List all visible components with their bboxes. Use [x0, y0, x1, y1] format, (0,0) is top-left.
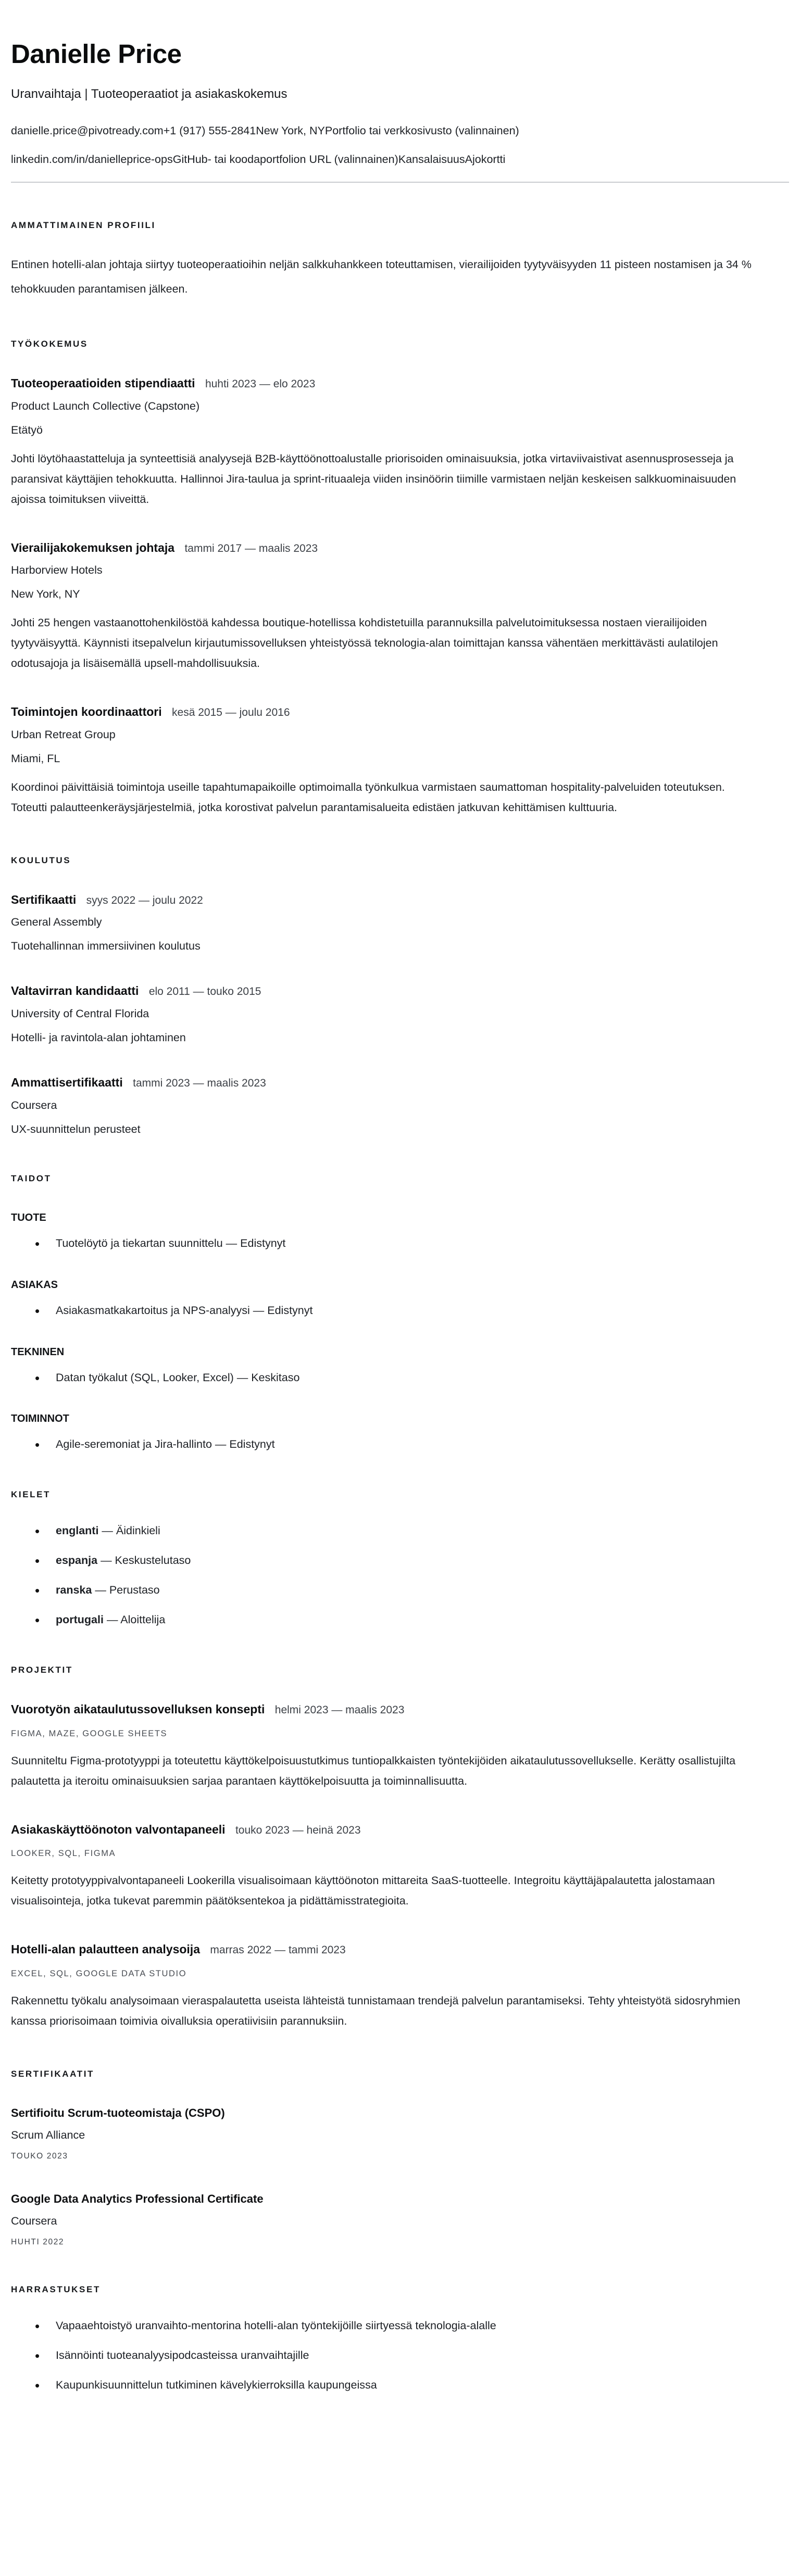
contact-line-1: danielle.price@pivotready.com+1 (917) 555-2841New York, NYPortfolio tai verkkosivusto (valinnainen) — [11, 124, 519, 137]
language-name: englanti — [56, 1524, 99, 1537]
section-profile — [11, 220, 789, 301]
field-of-study: Tuotehallinnan immersiivinen koulutus — [11, 940, 201, 953]
section-heading-skills: TAIDOT — [11, 1173, 52, 1183]
school-name: General Assembly — [11, 916, 102, 929]
contact-line-2: linkedin.com/in/danielleprice-opsGitHub- tai koodaportfolion URL (valinnainen)KansalaisuusAjokortti — [11, 153, 506, 166]
certification-entry — [11, 2106, 789, 2161]
skill-list — [11, 1437, 789, 1452]
degree-title: Sertifikaatti — [11, 892, 77, 906]
job-dates: huhti 2023 — elo 2023 — [205, 378, 316, 390]
skill-list — [11, 1371, 789, 1385]
section-heading-projects: PROJEKTIT — [11, 1665, 73, 1675]
section-heading-experience: TYÖKOKEMUS — [11, 339, 88, 349]
section-heading-interests: HARRASTUKSET — [11, 2284, 101, 2294]
education-header — [11, 984, 789, 999]
language-level: Keskustelutaso — [115, 1554, 191, 1567]
field-of-study: Hotelli- ja ravintola-alan johtaminen — [11, 1031, 186, 1044]
certification-issuer: Scrum Alliance — [11, 2128, 85, 2141]
tagline: Uranvaihtaja | Tuoteoperaatiot ja asiakaskokemus — [11, 87, 288, 102]
education-dates: tammi 2023 — maalis 2023 — [133, 1077, 266, 1090]
section-interests — [11, 2284, 789, 2393]
dash-separator: — — [106, 1613, 118, 1626]
page-title: Danielle Price — [11, 39, 182, 69]
job-dates: tammi 2017 — maalis 2023 — [184, 542, 318, 554]
job-header — [11, 376, 789, 391]
language-item — [11, 1554, 789, 1568]
education-entry — [11, 893, 789, 953]
interest-item: • Isännöinti tuoteanalyysipodcasteissa uranvaihtajille — [11, 2348, 789, 2363]
section-heading-profile: AMMATTIMAINEN PROFIILI — [11, 220, 156, 231]
section-languages — [11, 1489, 789, 1627]
dash-separator: — — [101, 1554, 112, 1567]
skill-list — [11, 1304, 789, 1318]
language-item — [11, 1583, 789, 1598]
degree-title: Valtavirran kandidaatti — [11, 984, 139, 998]
job-description: Johti löytöhaastatteluja ja synteettisiä analyysejä B2B-käyttöönottoalustalle priorisoiden ominaisuuksia, jotka virtaviivaistivat asennusprosesseja ja paransivat käyttäjien tehokkuutta. Hallinnoi Jira-taulua ja sprint-rituaaleja viiden insinöörin tiimille varmistaen neljän keskeisen salkkuominaisuuden ajoissa toimituksen viiveittä. — [11, 452, 736, 506]
section-heading-certifications: SERTIFIKAATIT — [11, 2068, 95, 2079]
project-description: Rakennettu työkalu analysoimaan vieraspalautetta useista lähteistä tunnistamaan trendejä palvelun parantamiseksi. Tehty yhteistyötä sidosryhmien kanssa priorisoimaan toimivia oivalluksia operatiivisiin parannuksiin. — [11, 1994, 741, 2027]
project-header — [11, 1942, 789, 1957]
job-title: Toimintojen koordinaattori — [11, 705, 162, 719]
job-dates: kesä 2015 — joulu 2016 — [172, 706, 290, 719]
certification-entry — [11, 2192, 789, 2247]
skill-category-title: ASIAKAS — [11, 1279, 58, 1291]
job-title: Vierailijakokemuksen johtaja — [11, 540, 175, 554]
project-tools: LOOKER, SQL, FIGMA — [11, 1849, 116, 1859]
project-dates: helmi 2023 — maalis 2023 — [274, 1704, 405, 1716]
job-company: Urban Retreat Group — [11, 728, 116, 741]
project-entry — [11, 1702, 789, 1791]
project-title: Hotelli-alan palautteen analysoija — [11, 1942, 200, 1956]
skill-category-title: TUOTE — [11, 1211, 46, 1223]
project-description: Keitetty prototyyppivalvontapaneeli Lookerilla visualisoimaan käyttöönoton mittareita SaaS-tuotteelle. Integroitu käyttäjäpalautetta jalostamaan visualisointeja, jotka tukevat paremmin päätöksentekoa ja pidättämisstrategioita. — [11, 1874, 715, 1908]
job-description: Johti 25 hengen vastaanottohenkilöstöä kahdessa boutique-hotellissa kohdistetuilla parannuksilla palvelutoimituksessa nostaen vierailijoiden tyytyväisyyttä. Käynnisti itsepalvelun kirjautumissovelluksen yhteistyössä teknologia-alan toimittajan kanssa vähentäen merkittävästi aulatilojen odotusajoja ja lisäisemällä upsell-mahdollisuuksia. — [11, 616, 718, 670]
certification-date: HUHTI 2022 — [11, 2237, 65, 2246]
education-entry — [11, 984, 789, 1044]
dash-separator: — — [102, 1524, 113, 1537]
language-item — [11, 1524, 789, 1538]
project-title: Vuorotyön aikataulutussovelluksen konsepti — [11, 1702, 265, 1716]
project-description: Suunniteltu Figma-prototyyppi ja toteutettu käyttökelpoisuustutkimus tuntiopalkkaisten työntekijöiden aikataulutussovellukselle. Kerätty osallistujilta palautetta ja iteroitu ominaisuuksien sarjaa parantaen käyttökelpoisuutta ja toiminnallisuutta. — [11, 1754, 736, 1787]
job-company: Product Launch Collective (Capstone) — [11, 399, 200, 412]
education-header — [11, 1076, 789, 1090]
job-location: Etätyö — [11, 423, 43, 436]
section-skills — [11, 1173, 789, 1453]
job-description: Koordinoi päivittäisiä toimintoja useille tapahtumapaikoille optimoimalla työnkulkua varmistaen saumattoman hospitality-palveluiden toteutuksen. Toteutti palautteenkeräysjärjestelmiä, jotka korostivat palvelun parantamisalueita edistäen jatkuvan kehittämisen kulttuuria. — [11, 780, 725, 814]
language-level: Perustaso — [109, 1584, 160, 1597]
section-education — [11, 855, 789, 1136]
project-entry — [11, 1823, 789, 1912]
job-title: Tuoteoperaatioiden stipendiaatti — [11, 376, 195, 390]
language-list — [11, 1524, 789, 1627]
job-entry — [11, 541, 789, 674]
certification-title: Sertifioitu Scrum-tuoteomistaja (CSPO) — [11, 2106, 225, 2119]
job-header — [11, 705, 789, 719]
project-header — [11, 1823, 789, 1837]
project-entry — [11, 1942, 789, 2031]
job-location: New York, NY — [11, 588, 80, 601]
section-heading-languages: KIELET — [11, 1489, 51, 1500]
resume-header — [11, 40, 789, 183]
language-level: Äidinkieli — [116, 1524, 160, 1537]
job-company: Harborview Hotels — [11, 564, 103, 577]
skill-item: • Agile-seremoniat ja Jira-hallinto — Edistynyt — [11, 1437, 789, 1452]
project-header — [11, 1702, 789, 1717]
section-experience — [11, 339, 789, 818]
header-divider — [11, 182, 789, 183]
project-tools: EXCEL, SQL, GOOGLE DATA STUDIO — [11, 1968, 187, 1978]
language-name: ranska — [56, 1584, 92, 1597]
section-certifications — [11, 2069, 789, 2247]
skill-item: • Asiakasmatkakartoitus ja NPS-analyysi — Edistynyt — [11, 1304, 789, 1318]
skill-item: • Datan työkalut (SQL, Looker, Excel) — Keskitaso — [11, 1371, 789, 1385]
education-entry — [11, 1076, 789, 1136]
section-heading-education: KOULUTUS — [11, 855, 71, 865]
certification-title: Google Data Analytics Professional Certificate — [11, 2192, 264, 2205]
language-level: Aloittelija — [120, 1613, 166, 1626]
certification-issuer: Coursera — [11, 2214, 57, 2227]
skill-category-title: TEKNINEN — [11, 1346, 65, 1358]
education-dates: elo 2011 — touko 2015 — [148, 986, 261, 998]
profile-summary: Entinen hotelli-alan johtaja siirtyy tuoteoperaatioihin neljän salkkuhankkeen toteuttamisen, vierailijoiden tyytyväisyyden 11 pisteen nostamisen ja 34 % tehokkuuden parantamisen jälkeen. — [11, 258, 752, 296]
education-dates: syys 2022 — joulu 2022 — [86, 894, 203, 906]
school-name: Coursera — [11, 1098, 57, 1112]
skill-item: • Tuotelöytö ja tiekartan suunnittelu — Edistynyt — [11, 1236, 789, 1251]
skill-category-title: TOIMINNOT — [11, 1413, 69, 1425]
language-item — [11, 1613, 789, 1627]
interest-list — [11, 2319, 789, 2393]
job-entry — [11, 705, 789, 818]
job-header — [11, 541, 789, 555]
job-entry — [11, 376, 789, 510]
project-dates: touko 2023 — heinä 2023 — [235, 1824, 361, 1836]
project-dates: marras 2022 — tammi 2023 — [210, 1944, 346, 1956]
certification-date: TOUKO 2023 — [11, 2151, 68, 2161]
section-projects — [11, 1665, 789, 2031]
job-location: Miami, FL — [11, 752, 60, 765]
project-tools: FIGMA, MAZE, GOOGLE SHEETS — [11, 1728, 168, 1738]
language-name: espanja — [56, 1554, 98, 1567]
education-header — [11, 893, 789, 907]
degree-title: Ammattisertifikaatti — [11, 1076, 123, 1090]
interest-item: • Kaupunkisuunnittelun tutkiminen kävelykierroksilla kaupungeissa — [11, 2378, 789, 2393]
field-of-study: UX-suunnittelun perusteet — [11, 1122, 141, 1135]
skill-list — [11, 1236, 789, 1251]
interest-item: • Vapaaehtoistyö uranvaihto-mentorina hotelli-alan työntekijöille siirtyessä teknologia-alalle — [11, 2319, 789, 2333]
language-name: portugali — [56, 1613, 104, 1626]
project-title: Asiakaskäyttöönoton valvontapaneeli — [11, 1822, 226, 1836]
dash-separator: — — [95, 1584, 106, 1597]
school-name: University of Central Florida — [11, 1007, 149, 1020]
